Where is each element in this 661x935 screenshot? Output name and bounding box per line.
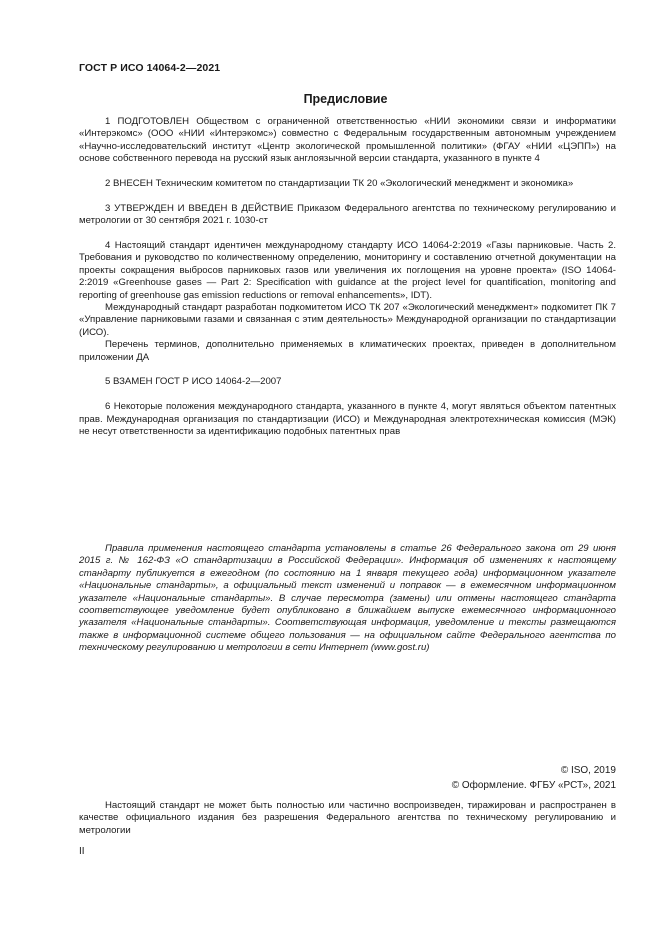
paragraph-3-approved: 3 УТВЕРЖДЕН И ВВЕДЕН В ДЕЙСТВИЕ Приказом Федерального агентства по техническому регулированию и метрологии от 30 сентября 2021 г. 1030-ст <box>79 202 616 227</box>
copyright-iso: © ISO, 2019 <box>560 765 616 776</box>
paragraph-6-patents: 6 Некоторые положения международного стандарта, указанного в пункте 4, могут являться объектом патентных прав. Международная организация по стандартизации (ИСО) и Международная электротехническая комиссия (МЭК) не несут ответственности за идентификацию подобных патентных прав <box>79 401 616 438</box>
reproduction-notice <box>79 800 616 837</box>
paragraph-4-terms-list: Перечень терминов, дополнительно применяемых в климатических проектах, приведен в дополнительном приложении ДА <box>79 339 616 363</box>
copyright-design: © Оформление. ФГБУ «РСТ», 2021 <box>451 779 616 791</box>
foreword-body <box>79 116 616 438</box>
paragraph-1-prepared: 1 ПОДГОТОВЛЕН Обществом с ограниченной ответственностью «НИИ экономики связи и информатики «Интерэкомс» (ООО «НИИ «Интерэкомс») совместно с Федеральным государственным автономным учреждением «Научно-исследовательский институт «Центр экологической промышленной политики» (ФГАУ «НИИ «ЦЭПП») на основе собственного перевода на русский язык англоязычной версии стандарта, указанного в пункте 4 <box>79 116 616 165</box>
application-rules-note <box>79 543 616 655</box>
copyright-block <box>452 764 616 793</box>
page-number: II <box>79 846 85 857</box>
document-code: ГОСТ Р ИСО 14064-2—2021 <box>79 62 221 74</box>
note-text: Правила применения настоящего стандарта установлены в статье 26 Федерального закона от 29 июня 2015 г. № 162-ФЗ «О стандартизации в Российской Федерации». Информация об изменениях к настоящему стандарту публикуется в ежегодном (по состоянию на 1 января текущего года) информационном указателе «Национальные стандарты», а официальный текст изменений и поправок — в ежемесячном информационном указателе «Национальные стандарты». В случае пересмотра (замены) или отмены настоящего стандарта соответствующее уведомление будет опубликовано в ближайшем выпуске ежемесячного информационного указателя «Национальные стандарты». Соответствующая информация, уведомление и тексты размещаются также в информационной системе общего пользования — на официальном сайте Федерального агентства по техническому регулированию и метрологии в сети Интернет (www.gost.ru) <box>79 543 616 654</box>
paragraph-2-introduced: 2 ВНЕСЕН Техническим комитетом по стандартизации ТК 20 «Экологический менеджмент и экономика» <box>105 178 574 190</box>
paragraph-4-developed-by: Международный стандарт разработан подкомитетом ИСО ТК 207 «Экологический менеджмент» подкомитет ПК 7 «Управление парниковыми газами и связанная с этим деятельность» Международной организации по стандартизации (ИСО). <box>79 302 616 338</box>
paragraph-5-replaces: 5 ВЗАМЕН ГОСТ Р ИСО 14064-2—2007 <box>105 376 282 388</box>
footer-text: Настоящий стандарт не может быть полностью или частично воспроизведен, тиражирован и распространен в качестве официального издания без разрешения Федерального агентства по техническому регулированию и метрологии <box>79 800 616 836</box>
paragraph-4-identical: 4 Настоящий стандарт идентичен международному стандарту ИСО 14064-2:2019 «Газы парниковые. Часть 2. Требования и руководство по количественному определению, мониторингу и составлению отчетной документации на проекты сокращения выбросов парниковых газов или увеличения их поглощения на уровне проекта» (ISO 14064-2:2019 «Greenhouse gases — Part 2: Specification with guidance at the project level for quantification, monitoring and reporting of greenhouse gas emission reductions or removal enhancements», IDT). <box>79 240 616 301</box>
page-title: Предисловие <box>303 92 388 106</box>
